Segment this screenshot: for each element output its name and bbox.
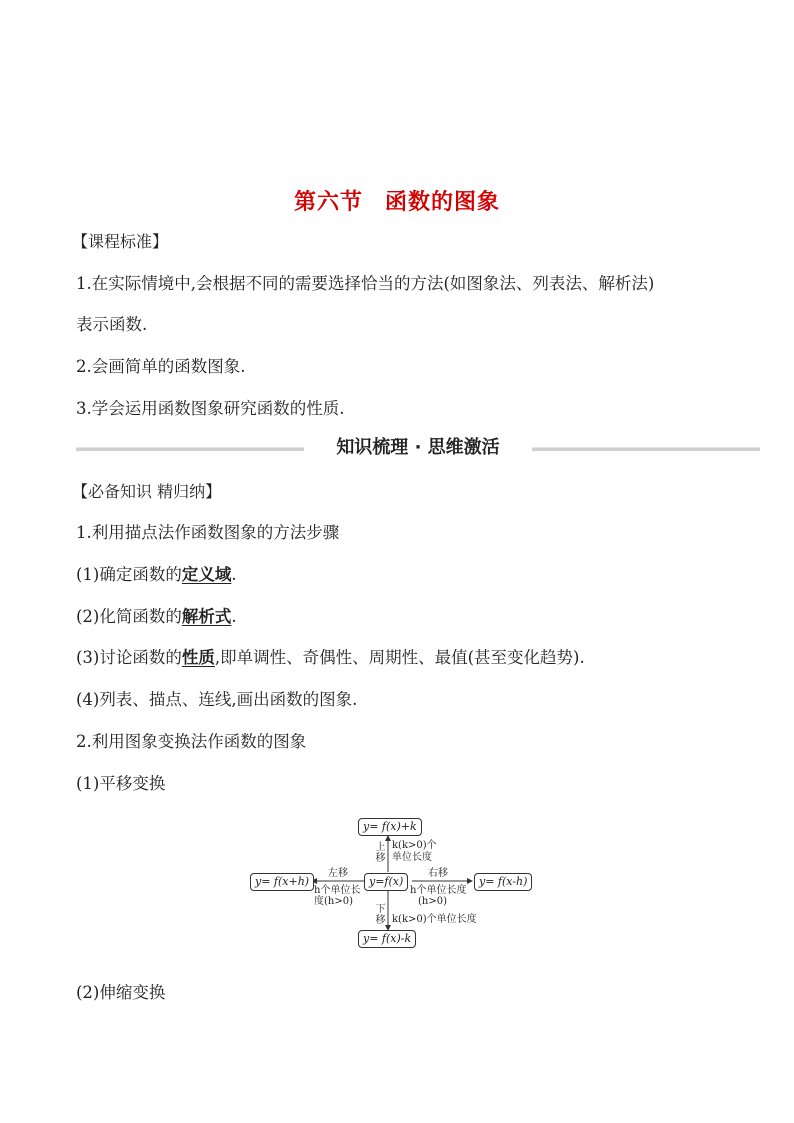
standard-item-1-line-1: 1.在实际情境中,会根据不同的需要选择恰当的方法(如图象法、列表法、解析法) xyxy=(76,274,655,293)
section-banner xyxy=(76,436,760,460)
standard-item-2: 2.会画简单的函数图象. xyxy=(76,357,246,376)
label-up-move: 上移 xyxy=(375,842,386,864)
step-4: (4)列表、描点、连线,画出函数的图象. xyxy=(76,690,358,709)
label-down-amount: k(k>0)个单位长度 xyxy=(392,914,477,925)
page-title xyxy=(0,185,794,216)
standard-item-3: 3.学会运用函数图象研究函数的性质. xyxy=(76,399,345,418)
label-left-amount: h个单位长 xyxy=(314,885,361,896)
box-shift-down: y= f(x)-k xyxy=(358,930,416,948)
label-down-move: 下移 xyxy=(375,904,386,926)
section-number: 第六节 xyxy=(293,190,363,215)
banner-text: 知识梳理 · 思维激活 xyxy=(336,437,500,458)
label-left-move: 左移 xyxy=(328,868,348,879)
translation-diagram xyxy=(240,812,550,952)
step-2 xyxy=(76,605,237,629)
knowledge-item-2: 2.利用图象变换法作函数的图象 xyxy=(76,732,307,751)
box-original: y=f(x) xyxy=(364,873,408,891)
subsection-translation: (1)平移变换 xyxy=(76,774,166,793)
step-2-suffix: . xyxy=(231,607,237,626)
subsection-scaling: (2)伸缩变换 xyxy=(76,983,166,1002)
step-1-text: (1)确定函数的 xyxy=(76,565,182,584)
knowledge-item-1: 1.利用描点法作函数图象的方法步骤 xyxy=(76,523,340,542)
label-right-condition: (h>0) xyxy=(418,896,447,907)
step-1-answer: 定义域 xyxy=(181,565,232,584)
step-2-answer: 解析式 xyxy=(181,607,232,626)
standard-item-1-line-2: 表示函数. xyxy=(76,315,148,334)
step-3-answer: 性质 xyxy=(181,648,215,667)
step-2-text: (2)化简函数的 xyxy=(76,607,182,626)
standards-heading: 【课程标准】 xyxy=(72,232,169,251)
section-title: 函数的图象 xyxy=(385,190,501,215)
label-up-unit: 单位长度 xyxy=(392,852,432,863)
box-shift-left: y= f(x+h) xyxy=(250,873,314,891)
step-1 xyxy=(76,563,237,587)
label-up-amount: k(k>0)个 xyxy=(392,840,437,851)
label-left-condition: 度(h>0) xyxy=(314,896,353,907)
step-3-text: (3)讨论函数的 xyxy=(76,648,182,667)
box-shift-up: y= f(x)+k xyxy=(358,818,422,836)
label-right-move: 右移 xyxy=(428,868,448,879)
step-1-suffix: . xyxy=(231,565,237,584)
knowledge-heading: 【必备知识 精归纳】 xyxy=(72,482,222,501)
step-3-suffix: ,即单调性、奇偶性、周期性、最值(甚至变化趋势). xyxy=(214,648,585,667)
step-3 xyxy=(76,646,585,670)
label-right-amount: h个单位长度 xyxy=(410,885,467,896)
box-shift-right: y= f(x-h) xyxy=(474,873,532,891)
